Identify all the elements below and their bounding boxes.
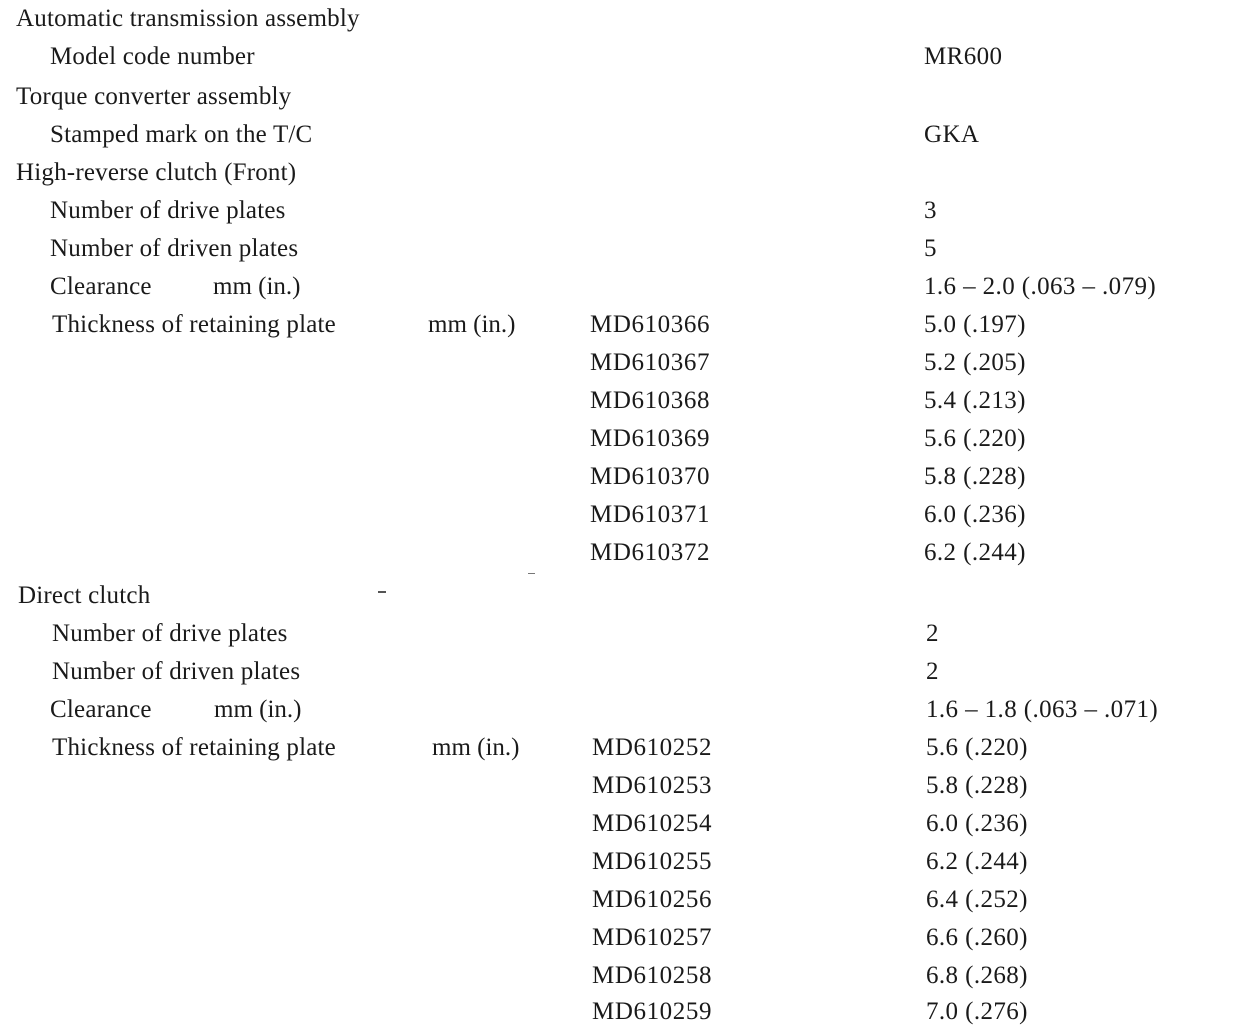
part-number: MD610370 [590, 463, 711, 490]
spec-value: 6.0 (.236) [924, 501, 1026, 528]
spec-row [0, 198, 1248, 232]
spec-value: 5.4 (.213) [924, 387, 1026, 414]
spec-value: MR600 [924, 43, 1003, 70]
spec-label: Thickness of retaining plate [52, 311, 336, 338]
spec-value: 5 [924, 235, 937, 262]
part-number: MD610257 [592, 924, 713, 951]
spec-label: Number of driven plates [50, 235, 299, 262]
spec-row [0, 426, 1248, 460]
spec-value: GKA [924, 121, 980, 148]
part-number: MD610252 [592, 734, 713, 761]
part-number: MD610255 [592, 848, 713, 875]
spec-label: Number of driven plates [52, 658, 301, 685]
section-heading: Torque converter assembly [16, 83, 292, 110]
spec-value: 6.2 (.244) [926, 848, 1028, 875]
part-number: MD610259 [592, 998, 713, 1025]
spec-row [0, 963, 1248, 997]
spec-row [0, 697, 1248, 731]
spec-row [0, 887, 1248, 921]
spec-unit: mm (in.) [213, 273, 301, 300]
spec-row [0, 274, 1248, 308]
spec-row [0, 621, 1248, 655]
spec-row-section [0, 160, 1248, 194]
spec-row [0, 999, 1248, 1033]
spec-row [0, 811, 1248, 845]
spec-value: 5.0 (.197) [924, 311, 1026, 338]
spec-label: Clearance [50, 696, 152, 723]
spec-row [0, 312, 1248, 346]
part-number: MD610369 [590, 425, 711, 452]
spec-value: 5.8 (.228) [926, 772, 1028, 799]
spec-value: 5.8 (.228) [924, 463, 1026, 490]
spec-value: 5.6 (.220) [926, 734, 1028, 761]
part-number: MD610254 [592, 810, 713, 837]
part-number: MD610253 [592, 772, 713, 799]
spec-value: 6.8 (.268) [926, 962, 1028, 989]
section-heading: Automatic transmission assembly [16, 5, 360, 32]
spec-row [0, 773, 1248, 807]
spec-row [0, 236, 1248, 270]
spec-value: 2 [926, 620, 939, 647]
scan-speck [528, 573, 535, 574]
spec-value: 1.6 – 1.8 (.063 – .071) [926, 696, 1159, 723]
spec-label: Number of drive plates [52, 620, 288, 647]
part-number: MD610367 [590, 349, 711, 376]
spec-row-section [0, 84, 1248, 118]
spec-row [0, 502, 1248, 536]
spec-row [0, 388, 1248, 422]
spec-value: 1.6 – 2.0 (.063 – .079) [924, 273, 1157, 300]
spec-value: 5.6 (.220) [924, 425, 1026, 452]
spec-label: Clearance [50, 273, 152, 300]
part-number: MD610371 [590, 501, 711, 528]
spec-unit: mm (in.) [432, 734, 520, 761]
spec-label: Thickness of retaining plate [52, 734, 336, 761]
part-number: MD610366 [590, 311, 711, 338]
spec-row [0, 122, 1248, 156]
spec-unit: mm (in.) [214, 696, 302, 723]
spec-row [0, 464, 1248, 498]
spec-row [0, 350, 1248, 384]
spec-value: 5.2 (.205) [924, 349, 1026, 376]
spec-label: Model code number [50, 43, 255, 70]
spec-value: 6.0 (.236) [926, 810, 1028, 837]
spec-row [0, 44, 1248, 78]
part-number: MD610256 [592, 886, 713, 913]
spec-value: 3 [924, 197, 937, 224]
spec-row [0, 735, 1248, 769]
spec-row-section [0, 583, 1248, 617]
spec-row-section [0, 6, 1248, 40]
spec-row [0, 540, 1248, 574]
spec-row [0, 925, 1248, 959]
spec-value: 6.4 (.252) [926, 886, 1028, 913]
part-number: MD610258 [592, 962, 713, 989]
spec-value: 6.6 (.260) [926, 924, 1028, 951]
section-heading: Direct clutch [18, 582, 151, 609]
spec-row [0, 659, 1248, 693]
part-number: MD610372 [590, 539, 711, 566]
spec-value: 6.2 (.244) [924, 539, 1026, 566]
spec-label: Stamped mark on the T/C [50, 121, 313, 148]
section-heading: High-reverse clutch (Front) [16, 159, 297, 186]
spec-label: Number of drive plates [50, 197, 286, 224]
part-number: MD610368 [590, 387, 711, 414]
spec-unit: mm (in.) [428, 311, 516, 338]
spec-value: 2 [926, 658, 939, 685]
spec-row [0, 849, 1248, 883]
spec-value: 7.0 (.276) [926, 998, 1028, 1025]
